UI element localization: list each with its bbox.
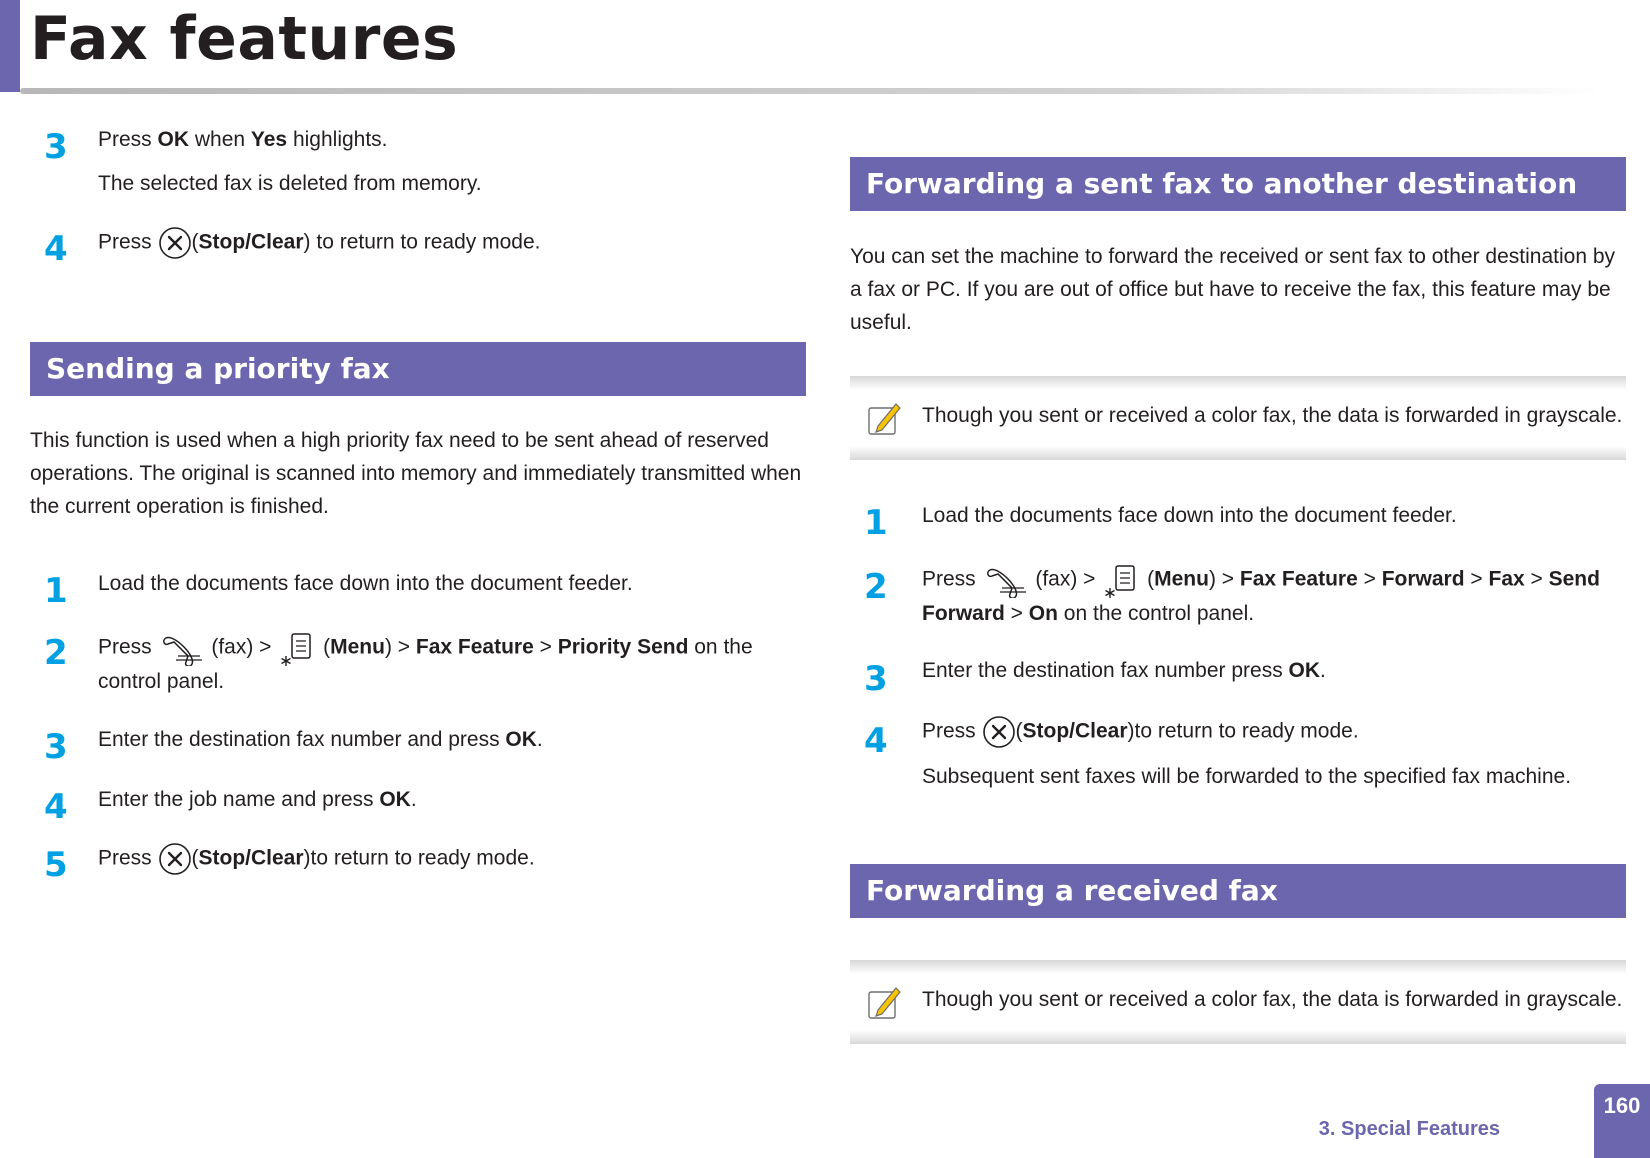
title-divider: [20, 88, 1600, 94]
page-number: 160: [1594, 1084, 1650, 1158]
note-pencil-icon: [864, 398, 904, 438]
page-title: Fax features: [30, 4, 459, 74]
step-number: 3: [44, 127, 68, 167]
step-text: Press (fax) > (Menu) > Fax Feature > Priority Send on the control panel.: [98, 630, 798, 698]
step-text: Press (Stop/Clear)to return to ready mode.: [922, 715, 1622, 749]
menu-icon: [1101, 562, 1141, 598]
step-note: The selected fax is deleted from memory.: [98, 172, 482, 195]
step-note: Subsequent sent faxes will be forwarded to the specified fax machine.: [922, 765, 1572, 788]
note-box: [850, 960, 1626, 1044]
header-accent-bar: [0, 0, 20, 92]
step-number: 4: [44, 229, 68, 269]
priority-intro: This function is used when a high priority fax need to be sent ahead of reserved operations. The original is scanned into memory and immediately transmitted when the current operation is finished.: [30, 429, 802, 518]
note-pencil-icon: [864, 982, 904, 1022]
stop-clear-icon: [982, 715, 1016, 749]
section-heading-forward-received: Forwarding a received fax: [850, 864, 1626, 918]
step-text: Press OK when Yes highlights.: [98, 128, 388, 151]
note-text: Though you sent or received a color fax, the data is forwarded in grayscale.: [922, 988, 1623, 1011]
step-text: Load the documents face down into the document feeder.: [922, 504, 1457, 527]
step-text: Load the documents face down into the document feeder.: [98, 572, 633, 595]
section-heading-forward-sent: Forwarding a sent fax to another destination: [850, 157, 1626, 211]
step-text: Enter the destination fax number press OK.: [922, 659, 1326, 682]
footer-chapter-label: 3. Special Features: [1318, 1118, 1500, 1140]
forward-sent-intro: You can set the machine to forward the received or sent fax to other destination by a fax or PC. If you are out of office but have to receive the fax, this feature may be useful.: [850, 245, 1616, 334]
step-number: 4: [44, 787, 68, 827]
step-text: Press (fax) > (Menu) > Fax Feature > Forward > Fax > Send Forward > On on the control panel.: [922, 562, 1626, 630]
step-number: 4: [864, 721, 888, 761]
note-text: Though you sent or received a color fax, the data is forwarded in grayscale.: [922, 404, 1623, 427]
menu-icon: [277, 630, 317, 666]
step-number: 3: [44, 727, 68, 767]
stop-clear-icon: [158, 226, 192, 260]
stop-clear-icon: [158, 842, 192, 876]
step-number: 2: [44, 633, 68, 673]
section-heading-priority: Sending a priority fax: [30, 342, 806, 396]
note-box: [850, 376, 1626, 460]
step-text: Enter the destination fax number and press OK.: [98, 728, 543, 751]
step-text: Press (Stop/Clear) to return to ready mode.: [98, 226, 758, 260]
step-text: Press (Stop/Clear)to return to ready mode.: [98, 842, 778, 876]
fax-icon: [158, 630, 206, 666]
step-number: 1: [44, 571, 68, 611]
step-number: 5: [44, 845, 68, 885]
step-number: 1: [864, 503, 888, 543]
step-number: 3: [864, 659, 888, 699]
step-text: Enter the job name and press OK.: [98, 788, 417, 811]
step-number: 2: [864, 567, 888, 607]
fax-icon: [982, 562, 1030, 598]
